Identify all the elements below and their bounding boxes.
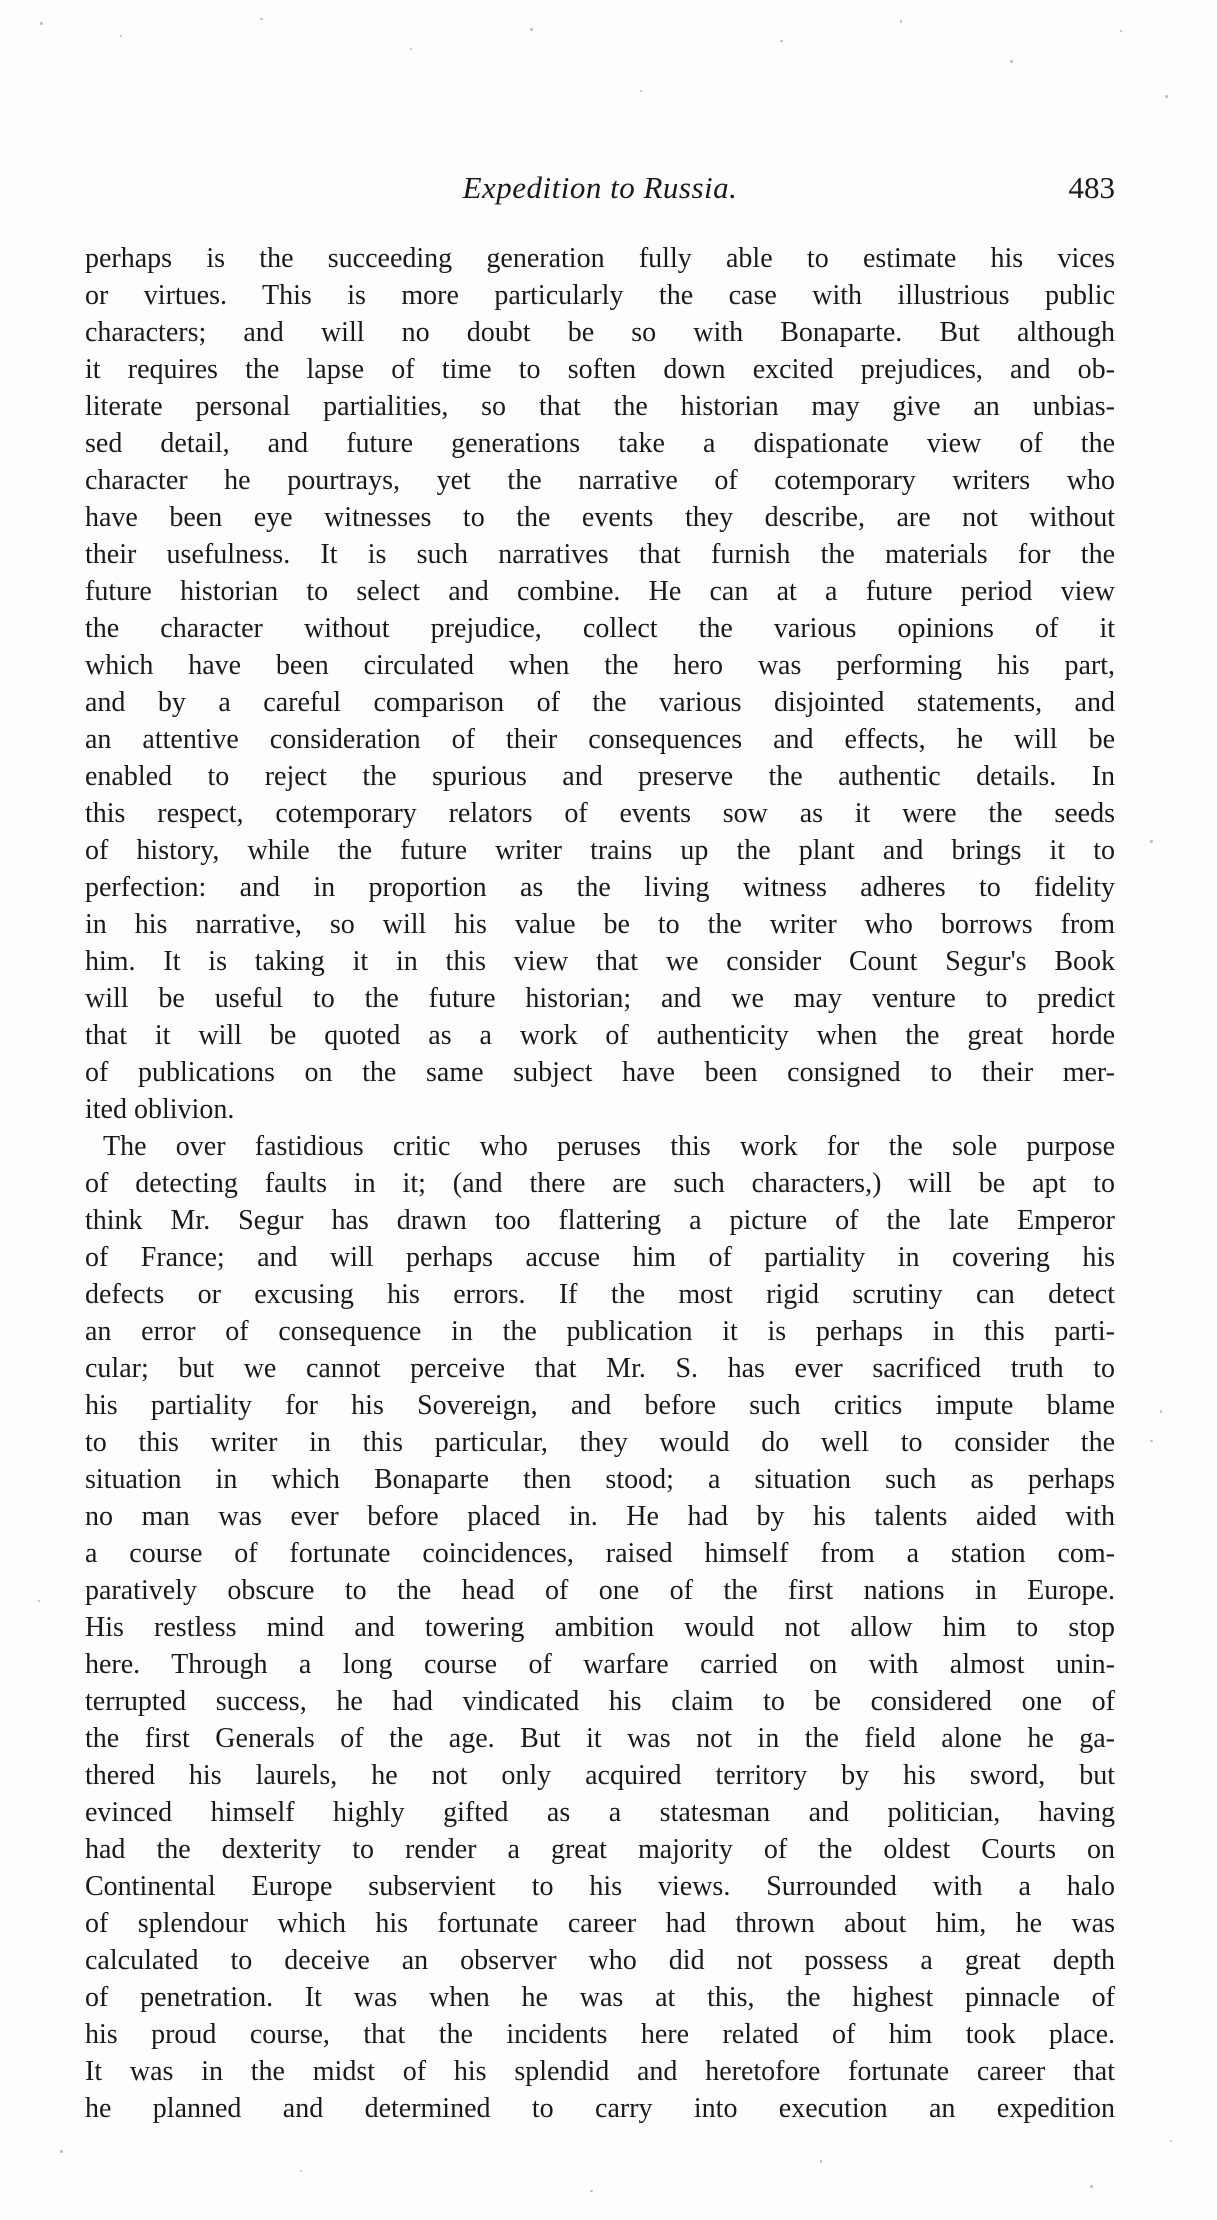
text-line: the first Generals of the age. But it was not in the field alone he ga- [85,1723,1115,1754]
speckle [1160,1410,1162,1413]
running-header [85,170,1115,214]
text-line: and by a careful comparison of the various disjointed statements, and [85,687,1115,718]
speckle [300,2170,302,2172]
speckle [820,2160,822,2163]
text-line: their usefulness. It is such narratives that furnish the materials for the [85,539,1115,570]
running-title: Expedition to Russia. [462,170,738,205]
speckle [1120,30,1122,32]
text-line: will be useful to the future historian; and we may venture to predict [85,983,1115,1014]
speckle [640,90,642,92]
text-line: of splendour which his fortunate career had thrown about him, he was [85,1908,1115,1939]
text-line: had the dexterity to render a great majority of the oldest Courts on [85,1834,1115,1865]
text-line: of France; and will perhaps accuse him of partiality in covering his [85,1242,1115,1273]
speckle [900,20,902,23]
text-line: ited oblivion. [85,1094,235,1125]
text-line: character he pourtrays, yet the narrative of cotemporary writers who [85,465,1115,496]
text-line: think Mr. Segur has drawn too flattering a picture of the late Emperor [85,1205,1115,1236]
speckle [1010,60,1013,63]
text-line: of detecting faults in it; (and there are such characters,) will be apt to [85,1168,1115,1199]
text-line: situation in which Bonaparte then stood; a situation such as perhaps [85,1464,1115,1495]
speckle [590,2190,593,2192]
text-line: future historian to select and combine. He can at a future period view [85,576,1115,607]
text-line: calculated to deceive an observer who did not possess a great depth [85,1945,1115,1976]
text-line: literate personal partialities, so that the historian may give an unbias- [85,391,1115,422]
text-line: perhaps is the succeeding generation fully able to estimate his vices [85,243,1115,274]
text-line: his partiality for his Sovereign, and before such critics impute blame [85,1390,1115,1421]
text-line: no man was ever before placed in. He had by his talents aided with [85,1501,1115,1532]
text-line: enabled to reject the spurious and preserve the authentic details. In [85,761,1115,792]
text-line: it requires the lapse of time to soften down excited prejudices, and ob- [85,354,1115,385]
speckle [410,48,412,50]
speckle [1090,2185,1093,2188]
text-line: thered his laurels, he not only acquired territory by his sword, but [85,1760,1115,1791]
paragraph-2 [85,1128,1115,2127]
text-line: have been eye witnesses to the events they describe, are not without [85,502,1115,533]
text-line: cular; but we cannot perceive that Mr. S. has ever sacrificed truth to [85,1353,1115,1384]
body-text [85,240,1115,2127]
speckle [1170,2140,1172,2142]
text-line: an attentive consideration of their consequences and effects, he will be [85,724,1115,755]
text-line: a course of fortunate coincidences, raised himself from a station com- [85,1538,1115,1569]
text-line: this respect, cotemporary relators of events sow as it were the seeds [85,798,1115,829]
speckle [1150,1440,1153,1442]
text-line: Continental Europe subservient to his views. Surrounded with a halo [85,1871,1115,1902]
speckle [530,28,533,31]
page-number: 483 [1068,170,1115,205]
text-line: here. Through a long course of warfare carried on with almost unin- [85,1649,1115,1680]
text-line: that it will be quoted as a work of authenticity when the great horde [85,1020,1115,1051]
text-line: It was in the midst of his splendid and heretofore fortunate career that [85,2056,1115,2087]
text-line: of history, while the future writer trains up the plant and brings it to [85,835,1115,866]
text-line: paratively obscure to the head of one of the first nations in Europe. [85,1575,1115,1606]
speckle [260,18,263,20]
speckle [780,40,783,42]
text-line: which have been circulated when the hero was performing his part, [85,650,1115,681]
speckle [38,1600,40,1602]
text-line: perfection: and in proportion as the living witness adheres to fidelity [85,872,1115,903]
text-line: defects or excusing his errors. If the most rigid scrutiny can detect [85,1279,1115,1310]
text-line: sed detail, and future generations take a dispationate view of the [85,428,1115,459]
text-line: or virtues. This is more particularly the case with illustrious public [85,280,1115,311]
text-line: in his narrative, so will his value be to the writer who borrows from [85,909,1115,940]
text-line: the character without prejudice, collect the various opinions of it [85,613,1115,644]
text-line: an error of consequence in the publication it is perhaps in this parti- [85,1316,1115,1347]
speckle [40,22,43,25]
speckle [120,35,122,37]
speckle [1150,840,1153,843]
speckle [1165,95,1168,98]
text-line: to this writer in this particular, they would do well to consider the [85,1427,1115,1458]
text-line: terrupted success, he had vindicated his claim to be considered one of [85,1686,1115,1717]
text-line: he planned and determined to carry into execution an expedition [85,2093,1115,2124]
text-line: evinced himself highly gifted as a statesman and politician, having [85,1797,1115,1828]
text-line: him. It is taking it in this view that we consider Count Segur's Book [85,946,1115,977]
text-line: his proud course, that the incidents here related of him took place. [85,2019,1115,2050]
speckle [60,2150,63,2153]
paragraph-1 [85,240,1115,1128]
text-line: His restless mind and towering ambition would not allow him to stop [85,1612,1115,1643]
text-line: of publications on the same subject have been consigned to their mer- [85,1057,1115,1088]
text-line: of penetration. It was when he was at this, the highest pinnacle of [85,1982,1115,2013]
text-line: characters; and will no doubt be so with Bonaparte. But although [85,317,1115,348]
text-line: The over fastidious critic who peruses this work for the sole purpose [103,1131,1115,1162]
